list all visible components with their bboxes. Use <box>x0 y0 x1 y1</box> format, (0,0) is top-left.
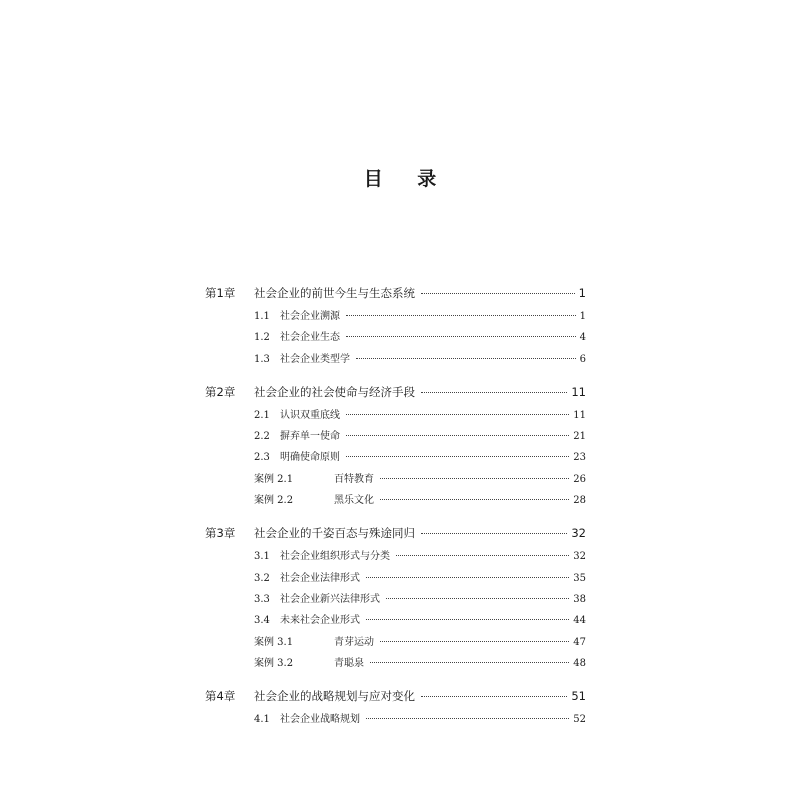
section-entry[interactable] <box>205 547 586 568</box>
section-entry[interactable] <box>205 307 586 328</box>
section-title: 社会企业战略规划 <box>280 714 360 726</box>
chapter-title: 社会企业的战略规划与应对变化 <box>254 689 415 704</box>
chapter-number: 第3章 <box>205 526 236 541</box>
dot-leader <box>421 696 567 697</box>
dot-leader <box>380 499 569 500</box>
section-entry[interactable] <box>205 590 586 611</box>
page-number: 32 <box>571 526 586 541</box>
page-title: 目 录 <box>363 168 451 190</box>
section-entry[interactable] <box>205 328 586 349</box>
dot-leader <box>380 478 569 479</box>
dot-leader <box>380 641 569 642</box>
section-entry[interactable] <box>205 569 586 590</box>
dot-leader <box>386 598 569 599</box>
dot-leader <box>346 456 569 457</box>
page-number: 32 <box>573 551 586 563</box>
dot-leader <box>421 533 567 534</box>
chapter-block <box>205 384 586 512</box>
section-number: 1.1 <box>254 311 270 322</box>
section-number: 2.1 <box>254 409 270 421</box>
dot-leader <box>366 619 569 620</box>
section-entry[interactable] <box>205 350 586 371</box>
chapter-block <box>205 285 586 371</box>
section-title: 摒弃单一使命 <box>280 431 340 443</box>
case-title: 青芽运动 <box>334 636 374 648</box>
dot-leader <box>421 392 567 393</box>
page-number: 21 <box>573 431 586 443</box>
page-number: 1 <box>578 286 586 300</box>
section-entry[interactable] <box>205 448 586 469</box>
chapter-title: 社会企业的社会使命与经济手段 <box>254 384 415 399</box>
section-number: 2.3 <box>254 452 270 464</box>
section-number: 4.1 <box>254 714 270 726</box>
dot-leader <box>346 336 576 337</box>
dot-leader <box>346 414 569 415</box>
dot-leader <box>370 662 569 663</box>
section-title: 社会企业生态 <box>280 332 340 344</box>
section-entry[interactable] <box>205 427 586 448</box>
page-number: 28 <box>573 495 586 507</box>
section-title: 社会企业溯源 <box>280 311 340 322</box>
chapter-entry[interactable] <box>205 384 586 406</box>
page-number: 6 <box>579 353 586 365</box>
case-number: 案例 2.1 <box>254 473 294 485</box>
chapter-entry[interactable] <box>205 525 586 547</box>
section-title: 社会企业法律形式 <box>280 572 360 584</box>
page-number: 1 <box>579 311 586 322</box>
case-title: 黑乐文化 <box>334 495 374 507</box>
page-number: 23 <box>573 452 586 464</box>
chapter-number: 第1章 <box>205 286 236 300</box>
page-number: 38 <box>573 593 586 605</box>
section-title: 明确使命原则 <box>280 452 340 464</box>
section-title: 认识双重底线 <box>280 409 340 421</box>
chapter-entry[interactable] <box>205 285 586 307</box>
page-number: 47 <box>573 636 586 648</box>
chapter-title: 社会企业的千姿百态与殊途同归 <box>254 526 415 541</box>
page-number: 4 <box>579 332 586 344</box>
section-number: 3.3 <box>254 593 270 605</box>
chapter-entry[interactable] <box>205 688 586 710</box>
dot-leader <box>356 358 576 359</box>
page-number: 52 <box>573 714 586 726</box>
case-number: 案例 3.1 <box>254 636 294 648</box>
dot-leader <box>346 435 569 436</box>
section-number: 2.2 <box>254 431 270 443</box>
section-entry[interactable] <box>205 406 586 427</box>
case-entry[interactable] <box>205 470 586 491</box>
case-entry[interactable] <box>205 633 586 654</box>
section-number: 1.2 <box>254 332 270 344</box>
section-title: 未来社会企业形式 <box>280 615 360 627</box>
page-number: 26 <box>573 473 586 485</box>
section-title: 社会企业新兴法律形式 <box>280 593 380 605</box>
chapter-block <box>205 525 586 675</box>
page-number: 11 <box>573 409 586 421</box>
chapter-title: 社会企业的前世今生与生态系统 <box>254 286 415 300</box>
section-title: 社会企业组织形式与分类 <box>280 551 390 563</box>
section-number: 3.1 <box>254 551 270 563</box>
case-entry[interactable] <box>205 654 586 675</box>
page-number: 11 <box>571 384 586 399</box>
case-number: 案例 2.2 <box>254 495 294 507</box>
dot-leader <box>396 555 569 556</box>
dot-leader <box>346 315 576 316</box>
section-number: 3.2 <box>254 572 270 584</box>
chapter-number: 第2章 <box>205 384 236 399</box>
page-number: 48 <box>573 657 586 669</box>
case-entry[interactable] <box>205 491 586 512</box>
page-number: 51 <box>571 689 586 704</box>
dot-leader <box>421 293 575 294</box>
case-number: 案例 3.2 <box>254 657 294 669</box>
dot-leader <box>366 718 569 719</box>
section-entry[interactable] <box>205 710 586 731</box>
section-entry[interactable] <box>205 611 586 632</box>
chapter-number: 第4章 <box>205 689 236 704</box>
chapter-block <box>205 688 586 731</box>
dot-leader <box>366 577 569 578</box>
page-number: 35 <box>573 572 586 584</box>
page-number: 44 <box>573 615 586 627</box>
section-number: 1.3 <box>254 353 270 365</box>
section-number: 3.4 <box>254 615 270 627</box>
case-title: 青聪泉 <box>334 657 364 669</box>
section-title: 社会企业类型学 <box>280 353 350 365</box>
case-title: 百特教育 <box>334 473 374 485</box>
table-of-contents <box>205 285 586 744</box>
